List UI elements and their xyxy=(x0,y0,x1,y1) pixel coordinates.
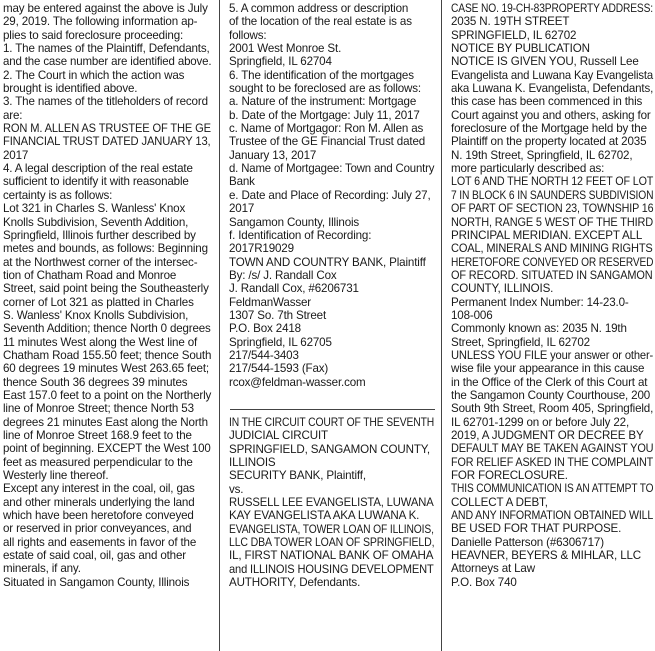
text-line: the Sangamon County Courthouse, 200 xyxy=(451,388,651,402)
text-line: TOWN AND COUNTRY BANK, Plaintiff xyxy=(229,255,426,269)
text-line: follows: xyxy=(229,28,267,42)
text-line: this case has been commenced in this xyxy=(451,95,643,109)
column-divider-left xyxy=(219,0,220,651)
text-line: 2035 N. 19TH STREET xyxy=(451,15,570,29)
text-line: East 157.0 feet to a point on the Northerly xyxy=(3,388,212,402)
text-line: 29, 2019. The following information ap- xyxy=(3,15,198,29)
text-line: Westerly line thereof. xyxy=(3,469,109,483)
text-line: NORTH, RANGE 5 WEST OF THE THIRD xyxy=(451,215,654,229)
text-line: aka Luwana K. Evangelista, Defendants, xyxy=(451,82,654,96)
text-line: foreclosure of the Mortgage held by the xyxy=(451,122,647,136)
text-line: Sangamon County, Illinois xyxy=(229,215,360,229)
text-line: Springfield, IL 62704 xyxy=(229,55,332,69)
text-line: RUSSELL LEE EVANGELISTA, LUWANA xyxy=(229,496,434,510)
text-line: Seventh Addition; thence North 0 degrees xyxy=(3,322,211,336)
text-line: NOTICE BY PUBLICATION xyxy=(451,42,590,56)
text-line: are: xyxy=(3,108,23,122)
text-line: LLC DBA TOWER LOAN OF SPRINGFIELD, xyxy=(229,536,435,550)
text-line: 108-006 xyxy=(451,308,493,322)
text-line: a. Nature of the instrument: Mortgage xyxy=(229,95,417,109)
text-line: RON M. ALLEN AS TRUSTEE OF THE GE xyxy=(3,122,211,136)
notice-separator-rule xyxy=(230,409,435,410)
text-line: 217/544-3403 xyxy=(229,348,299,362)
text-line: 2. The Court in which the action was xyxy=(3,68,185,82)
text-line: minerals, if any. xyxy=(3,562,81,576)
text-line: at the Northwest corner of the intersec- xyxy=(3,255,198,269)
text-line: UNLESS YOU FILE your answer or other- xyxy=(451,348,654,362)
text-line: and the case number are identified above. xyxy=(3,55,212,69)
text-line: COLLECT A DEBT, xyxy=(451,495,548,509)
text-line: Trustee of the GE Financial Trust dated xyxy=(229,135,426,149)
text-line: 2001 West Monroe St. xyxy=(229,42,342,56)
text-line: FOR RELIEF ASKED IN THE COMPLAINT xyxy=(451,455,654,469)
text-line: THIS COMMUNICATION IS AN ATTEMPT TO xyxy=(451,482,654,496)
text-line: FOR FORECLOSURE. xyxy=(451,469,568,483)
text-line: Springfield, Illinois further described by xyxy=(3,228,196,242)
text-line: 5. A common address or description xyxy=(229,2,409,15)
text-line: estate of said coal, oil, gas and other xyxy=(3,549,186,563)
text-line: all rights and easements in favor of the xyxy=(3,535,197,549)
text-line: line of Monroe Street; thence North 53 xyxy=(3,402,194,416)
text-line: COUNTY, ILLINOIS. xyxy=(451,282,554,296)
text-line: J. Randall Cox, #6206731 xyxy=(229,282,359,296)
notice-continued-text xyxy=(229,2,434,389)
text-line: LOT 6 AND THE NORTH 12 FEET OF LOT xyxy=(451,175,654,189)
text-line: By: /s/ J. Randall Cox xyxy=(229,268,337,282)
text-line: SPRINGFIELD, IL 62702 xyxy=(451,28,577,42)
text-line: January 13, 2017 xyxy=(229,148,317,162)
text-line: 1307 So. 7th Street xyxy=(229,308,327,322)
text-line: Commonly known as: 2035 N. 19th xyxy=(451,322,627,336)
text-line: SECURITY BANK, Plaintiff, xyxy=(229,469,366,483)
text-line: b. Date of the Mortgage: July 11, 2017 xyxy=(229,108,420,122)
text-line: P.O. Box 740 xyxy=(451,575,517,589)
text-line: 1. The names of the Plaintiff, Defendants, xyxy=(3,42,210,56)
text-line: OF RECORD. SITUATED IN SANGAMON xyxy=(451,268,653,282)
text-line: CASE NO. 19-CH-83PROPERTY ADDRESS: xyxy=(451,2,654,15)
text-line: P.O. Box 2418 xyxy=(229,322,301,336)
text-line: HEAVNER, BEYERS & MIHLAR, LLC xyxy=(451,549,642,563)
text-line: Permanent Index Number: 14-23.0- xyxy=(451,295,629,309)
text-line: e. Date and Place of Recording: July 27, xyxy=(229,188,431,202)
text-line: tion of Chatham Road and Monroe xyxy=(3,268,177,282)
text-line: more particularly described as: xyxy=(451,162,605,176)
circuit-court-caption xyxy=(229,416,434,589)
text-line: in the Office of the Clerk of this Court at xyxy=(451,375,648,389)
text-line: 3. The names of the titleholders of record xyxy=(3,95,208,109)
text-line: HERETOFORE CONVEYED OR RESERVED xyxy=(451,255,654,269)
text-line: 6. The identification of the mortgages xyxy=(229,68,414,82)
text-line: feet as measured perpendicular to the xyxy=(3,455,193,469)
text-line: may be entered against the above is July xyxy=(3,2,208,15)
text-line: and other minerals underlying the land xyxy=(3,495,195,509)
text-line: AND ANY INFORMATION OBTAINED WILL xyxy=(451,509,654,523)
text-line: wise file your appearance in this cause xyxy=(451,362,645,376)
text-line: Knolls Subdivision, Seventh Addition, xyxy=(3,215,189,229)
text-line: Situated in Sangamon County, Illinois xyxy=(3,575,190,589)
text-line: point of beginning. EXCEPT the West 100 xyxy=(3,442,211,456)
text-line: OF PART OF SECTION 23, TOWNSHIP 16 xyxy=(451,202,654,216)
text-line: COAL, MINERALS AND MINING RIGHTS xyxy=(451,242,653,256)
text-line: N. 19th Street, Springfield, IL 62702, xyxy=(451,148,633,162)
text-line: Chatham Road 155.50 feet; thence South xyxy=(3,348,212,362)
text-line: 11 minutes West along the West line of xyxy=(3,335,198,349)
text-line: or reserved in prior conveyances, and xyxy=(3,522,192,536)
text-line: plies to said foreclosure proceeding: xyxy=(3,28,184,42)
text-line: brought is identified above. xyxy=(3,82,138,96)
text-line: South 9th Street, Room 405, Springfield, xyxy=(451,402,654,416)
text-line: 7 IN BLOCK 6 IN SAUNDERS SUBDIVISION xyxy=(451,188,654,202)
text-line: 60 degrees 19 minutes West 263.65 feet; xyxy=(3,362,209,376)
text-line: S. Wanless' Knox Knolls Subdivision, xyxy=(3,308,189,322)
text-line: KAY EVANGELISTA AKA LUWANA K. xyxy=(229,509,420,523)
text-line: Except any interest in the coal, oil, gas xyxy=(3,482,195,496)
text-line: Danielle Patterson (#6306717) xyxy=(451,535,604,549)
text-line: SPRINGFIELD, SANGAMON COUNTY, xyxy=(229,442,430,456)
text-line: Lot 321 in Charles S. Wanless' Knox xyxy=(3,202,186,216)
text-line: Plaintiff on the property located at 2035 xyxy=(451,135,647,149)
text-line: Evangelista and Luwana Kay Evangelista xyxy=(451,68,653,82)
text-line: rcox@feldman-wasser.com xyxy=(229,375,366,389)
text-line: ILLINOIS xyxy=(229,456,276,470)
text-line: 2017 xyxy=(229,202,255,216)
text-line: PRINCIPAL MERIDIAN. EXCEPT ALL xyxy=(451,228,643,242)
text-line: Attorneys at Law xyxy=(451,562,535,576)
column-2-notice-and-new-case xyxy=(229,2,435,590)
column-1-foreclosure-notice-continued xyxy=(3,2,211,589)
text-line: AUTHORITY, Defendants. xyxy=(229,576,361,590)
text-line: FINANCIAL TRUST DATED JANUARY 13, xyxy=(3,135,211,149)
text-line: vs. xyxy=(229,482,244,496)
text-line: line of Monroe Street 168.9 feet to the xyxy=(3,429,192,442)
text-line: 2017 xyxy=(3,148,29,162)
text-line: 4. A legal description of the real estate xyxy=(3,162,193,176)
text-line: f. Identification of Recording: xyxy=(229,228,372,242)
text-line: c. Name of Mortgagor: Ron M. Allen as xyxy=(229,122,424,136)
text-line: BE USED FOR THAT PURPOSE. xyxy=(451,522,622,536)
text-line: IN THE CIRCUIT COURT OF THE SEVENTH xyxy=(229,416,435,429)
text-line: degrees 21 minutes East along the North xyxy=(3,415,208,429)
text-line: Street, Springfield, IL 62702 xyxy=(451,335,590,349)
text-line: sufficient to identify it with reasonable xyxy=(3,175,189,189)
text-line: DEFAULT MAY BE TAKEN AGAINST YOU xyxy=(451,442,654,456)
text-line: thence South 36 degrees 39 minutes xyxy=(3,375,188,389)
text-line: 217/544-1593 (Fax) xyxy=(229,362,329,376)
text-line: JUDICIAL CIRCUIT xyxy=(229,429,328,443)
text-line: and ILLINOIS HOUSING DEVELOPMENT xyxy=(229,562,434,576)
text-line: Bank xyxy=(229,175,255,189)
text-line: FeldmanWasser xyxy=(229,295,312,309)
text-line: Court against you and others, asking for xyxy=(451,108,651,122)
text-line: Springfield, IL 62705 xyxy=(229,335,332,349)
text-line: EVANGELISTA, TOWER LOAN OF ILLINOIS, xyxy=(229,522,434,536)
text-line: certainty is as follows: xyxy=(3,188,113,202)
text-line: IL 62701-1299 on or before July 22, xyxy=(451,415,630,429)
column-3-notice-by-publication xyxy=(451,2,653,589)
text-line: IL, FIRST NATIONAL BANK OF OMAHA xyxy=(229,549,434,563)
text-line: metes and bounds, as follows: Beginning xyxy=(3,242,208,256)
text-line: corner of Lot 321 as platted in Charles xyxy=(3,295,194,309)
text-line: of the location of the real estate is as xyxy=(229,15,412,29)
text-line: sought to be foreclosed are as follows: xyxy=(229,82,422,96)
text-line: Street, said point being the Southeasterly xyxy=(3,282,209,296)
column-divider-right xyxy=(441,0,442,651)
text-line: 2017R19029 xyxy=(229,242,294,256)
text-line: NOTICE IS GIVEN YOU, Russell Lee xyxy=(451,55,639,69)
text-line: which have been heretofore conveyed xyxy=(3,509,194,523)
text-line: 2019, A JUDGMENT OR DECREE BY xyxy=(451,429,644,442)
text-line: d. Name of Mortgagee: Town and Country xyxy=(229,162,435,176)
